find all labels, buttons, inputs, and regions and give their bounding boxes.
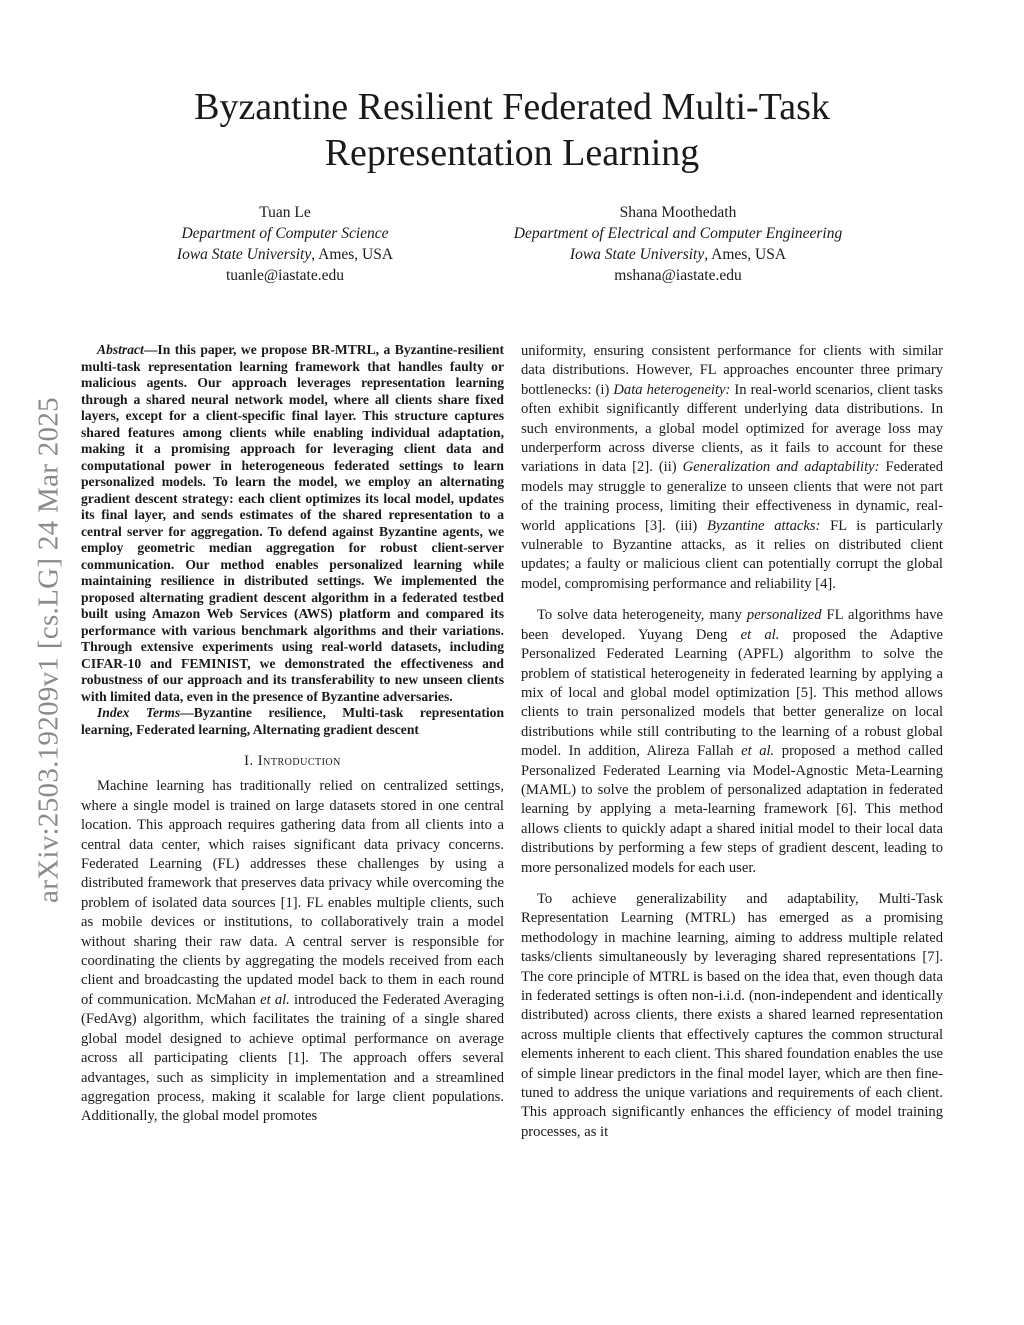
section-number: I. (244, 753, 258, 769)
arxiv-id-text: arXiv:2503.19209v1 [cs.LG] 24 Mar 2025 (32, 397, 65, 903)
author-affiliation (140, 244, 430, 265)
arxiv-identifier-stamp (34, 350, 64, 950)
index-terms (81, 705, 504, 738)
author-location: , Ames, USA (704, 246, 787, 263)
intro-paragraph-continued: uniformity, ensuring consistent performance for clients with similar data distributions. However, FL approaches encounter three primary bottlenecks: (i) Data heterogeneity: In real-world scenarios, client tasks often exhibit significantly different underlying data distributions. In such environments, a global model optimized for average loss may underperform across diverse clients, as it fails to account for these variations in data [2]. (ii) Generalization and adaptability: Federated models may struggle to generalize to unseen clients that were not part of the training process, limiting their effectiveness in dynamic, real-world applications [3]. (iii) Byzantine attacks: FL is particularly vulnerable to Byzantine attacks, as it relies on distributed client updates; a faulty or malicious client can potentially corrupt the global model, compromising performance and reliability [4]. (521, 343, 944, 592)
abstract (81, 342, 504, 705)
author-block-1 (140, 202, 430, 286)
right-column (521, 342, 943, 1142)
index-terms-text: —Byzantine resilience, Multi-task representation learning, Federated learning, Alternating gradient descent (81, 705, 504, 737)
author-block-2 (468, 202, 888, 286)
intro-paragraph-3: To achieve generalizability and adaptability, Multi-Task Representation Learning (MTRL) has emerged as a promising methodology in machine learning, aiming to address multiple related tasks/clients simultaneously by leveraging shared representations [7]. The core principle of MTRL is based on the idea that, even though data in federated settings is often non-i.i.d. (non-independent and identically distributed) across clients, there exists a shared learned representation across multiple clients that effectively captures the common structural elements inherent to each client. This shared foundation enables the use of simple linear predictors in the final model layer, which are then fine-tuned to address the unique variations and requirements of each client. This approach significantly enhances the efficiency of model training processes, as it (521, 890, 943, 1140)
abstract-label: Abstract (97, 342, 144, 357)
section-heading (81, 752, 504, 771)
author-department: Department of Computer Science (181, 225, 389, 242)
author-department: Department of Electrical and Computer Engineering (513, 225, 843, 242)
abstract-text: —In this paper, we propose BR-MTRL, a Byzantine-resilient multi-task representation learning framework that handles faulty or malicious agents. Our approach leverages representation learning through a shared neural network model, where all clients share fixed layers, except for a client-specific final layer. This structure captures shared features among clients while enabling individual adaptation, making it a promising approach for leveraging client data and computational power in heterogeneous federated settings to learn personalized models. To learn the model, we employ an alternating gradient descent strategy: each client optimizes its local model, updates its final layer, and sends estimates of the shared representation to a central server for aggregation. To defend against Byzantine agents, we employ geometric median aggregation for robust client-server communication. Our method enables personalized learning while maintaining resilience in distributed settings. We implemented the proposed alternating gradient descent algorithm in a federated testbed built using Amazon Web Services (AWS) platform and compared its performance with various benchmark algorithms and their variations. Through extensive experiments using real-world datasets, including CIFAR-10 and FEMINIST, we demonstrated the effectiveness and robustness of our approach and its transferability to new unseen clients with limited data, even in the presence of Byzantine adversaries. (81, 342, 504, 704)
author-affiliation (468, 244, 888, 265)
author-email: mshana@iastate.edu (614, 267, 742, 284)
author-email: tuanle@iastate.edu (226, 267, 344, 284)
title-line-1: Byzantine Resilient Federated Multi-Task (194, 86, 830, 128)
paper-title (0, 84, 1024, 176)
author-university: Iowa State University (176, 246, 312, 263)
left-column (81, 342, 504, 1127)
author-location: , Ames, USA (311, 246, 394, 263)
intro-paragraph-2: To solve data heterogeneity, many personalized FL algorithms have been developed. Yuyang Deng et al. proposed the Adaptive Personalized Federated Learning (APFL) algorithm to solve the problem of statistical heterogeneity in federated learning by applying a mix of local and global model optimization [5]. This method allows clients to train personalized models that better generalize on local distributions while still contributing to the learning of a robust global model. In addition, Alireza Fallah et al. proposed a method called Personalized Federated Learning via Model-Agnostic Meta-Learning (MAML) to solve the problem of personalized adaptation in federated learning by applying a meta-learning framework [6]. This method allows clients to quickly adapt a shared initial model to their local data distributions by performing a few steps of gradient descent, leading to more personalized models for each user. (521, 607, 944, 876)
author-name: Tuan Le (259, 204, 311, 221)
index-terms-label: Index Terms (97, 705, 181, 720)
intro-paragraph-1: Machine learning has traditionally relied on centralized settings, where a single model is trained on large datasets stored in one central location. This approach requires gathering data from all clients into a central data center, which raises significant data privacy concerns. Federated Learning (FL) addresses these challenges by using a distributed framework that preserves data privacy while overcoming the problem of isolated data sources [1]. FL enables multiple clients, such as mobile devices or institutions, to collaboratively train a model without sharing their raw data. A central server is responsible for coordinating the clients by aggregating the models received from each client and broadcasting the updated model back to them in each round of communication. McMahan et al. introduced the Federated Averaging (FedAvg) algorithm, which facilitates the training of a single shared global model designed to achieve optimal performance on average across all participating clients [1]. The approach offers several advantages, such as simplicity in implementation and a streamlined aggregation process, making it scalable for large client populations. Additionally, the global model promotes (81, 778, 505, 1125)
author-university: Iowa State University (569, 246, 705, 263)
title-line-2: Representation Learning (324, 132, 700, 174)
section-title: Introduction (257, 753, 341, 769)
author-name: Shana Moothedath (619, 204, 737, 221)
